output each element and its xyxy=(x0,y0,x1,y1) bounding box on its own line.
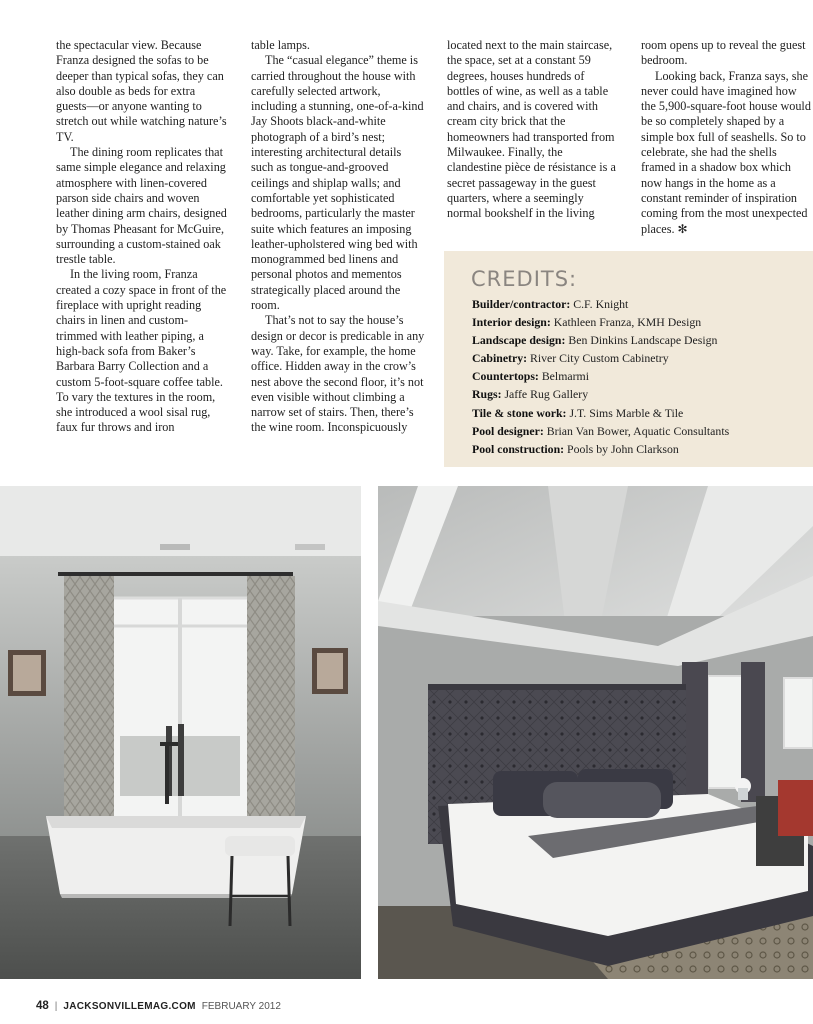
paragraph: The dining room replicates that same simple elegance and relaxing atmosphere with linen-covered parson side chairs and woven leather dining arm chairs, designed by Thomas Pheasant for McGuire, surrounding a custom-stained oak trestle table. xyxy=(56,145,227,267)
paragraph: table lamps. xyxy=(251,38,310,52)
paragraph: room opens up to reveal the guest bedroom. xyxy=(641,38,806,68)
article-column-2 xyxy=(251,38,426,436)
credit-item xyxy=(472,404,807,422)
credit-label: Builder/contractor: xyxy=(472,297,571,311)
credit-item xyxy=(472,331,807,349)
credit-label: Interior design: xyxy=(472,315,551,330)
credit-value: River City Custom Cabinetry xyxy=(530,351,669,366)
article-column-1 xyxy=(56,38,228,436)
credit-item xyxy=(472,385,807,403)
paragraph: located next to the main staircase, the space, set at a constant 59 degrees, houses hundreds of bottles of wine, as well as a table and chairs, and is covered with cream city brick that the homeowners had transported from Milwaukee. Finally, the clandestine pièce de résistance is a secret passageway in the guest quarters, where a seemingly normal bookshelf in the living xyxy=(447,38,616,221)
credit-label: Pool designer: xyxy=(472,423,544,438)
article-column-3 xyxy=(447,38,619,222)
credit-value: Pools by John Clarkson xyxy=(567,441,679,456)
bedroom-illustration xyxy=(378,486,813,979)
bathroom-photo xyxy=(0,486,361,979)
paragraph-text: Looking back, Franza says, she never could have imagined how the 5,900-square-foot house would be so completely shaped by a simple box full of seashells. So to celebrate, she had the shells framed in a shadow box which now hangs in the home as a constant reminder of inspiration coming from the most unexpected places. xyxy=(641,68,811,236)
footer-site: JACKSONVILLEMAG.COM xyxy=(63,1001,196,1012)
credit-value: Kathleen Franza, KMH Design xyxy=(553,315,702,330)
paragraph: The “casual elegance” theme is carried throughout the house with carefully selected artwork, including a stunning, one-of-a-kind Jay Shoots black-and-white photograph of a bird’s nest; interesting architectural details such as tongue-and-grooved ceilings and shiplap walls; and comfortable yet sophisticated bedrooms, particularly the master suite which features an imposing leather-upholstered wing bed with monogrammed bed linens and personal photos and mementos strategically placed around the room. xyxy=(251,53,424,313)
credit-label: Rugs: xyxy=(472,387,502,402)
credit-item xyxy=(472,313,807,331)
credit-label: Landscape design: xyxy=(472,333,566,348)
paragraph xyxy=(641,69,811,237)
credit-label: Cabinetry: xyxy=(472,351,528,366)
page-number: 48 xyxy=(36,1000,49,1012)
credit-item xyxy=(472,440,807,458)
end-mark-icon: ✻ xyxy=(677,221,688,236)
credit-item xyxy=(472,422,807,440)
credit-value: C.F. Knight xyxy=(573,297,629,311)
credit-label: Countertops: xyxy=(472,369,539,384)
credit-value: Jaffe Rug Gallery xyxy=(504,387,589,402)
bedroom-photo xyxy=(378,486,813,979)
credits-box xyxy=(444,251,813,467)
credits-list xyxy=(472,295,807,458)
credit-value: Belmarmi xyxy=(541,369,589,384)
footer-date: FEBRUARY 2012 xyxy=(201,1001,281,1012)
credit-item xyxy=(472,367,807,385)
bathroom-illustration xyxy=(0,486,361,979)
paragraph: the spectacular view. Because Franza designed the sofas to be deeper than typical sofas, they can also double as beds for extra guests—or anyone wanting to stretch out while watching nature’s TV. xyxy=(56,38,227,144)
credit-item xyxy=(472,295,807,313)
footer-separator: | xyxy=(54,1001,58,1012)
credits-heading: CREDITS: xyxy=(471,267,578,291)
page-footer xyxy=(36,1000,281,1012)
credit-value: Brian Van Bower, Aquatic Consultants xyxy=(546,423,730,438)
paragraph: That’s not to say the house’s design or decor is predicable in any way. Take, for example, the home office. Hidden away in the crow’s nest above the second floor, it’s not even visible without climbing a narrow set of stairs. Then, there’s the wine room. Inconspicuously xyxy=(251,313,425,435)
credit-value: J.T. Sims Marble & Tile xyxy=(569,405,684,420)
credit-item xyxy=(472,349,807,367)
credit-value: Ben Dinkins Landscape Design xyxy=(568,333,718,348)
credit-label: Pool construction: xyxy=(472,441,565,456)
article-column-4 xyxy=(641,38,811,237)
credit-label: Tile & stone work: xyxy=(472,405,567,420)
paragraph: In the living room, Franza created a cozy space in front of the fireplace with upright reading chairs in linen and custom-trimmed with leather piping, a high-back sofa from Baker’s Barbara Barry Collection and a custom 5-foot-square coffee table. To vary the textures in the room, she introduced a wool sisal rug, faux fur throws and iron xyxy=(56,267,227,435)
